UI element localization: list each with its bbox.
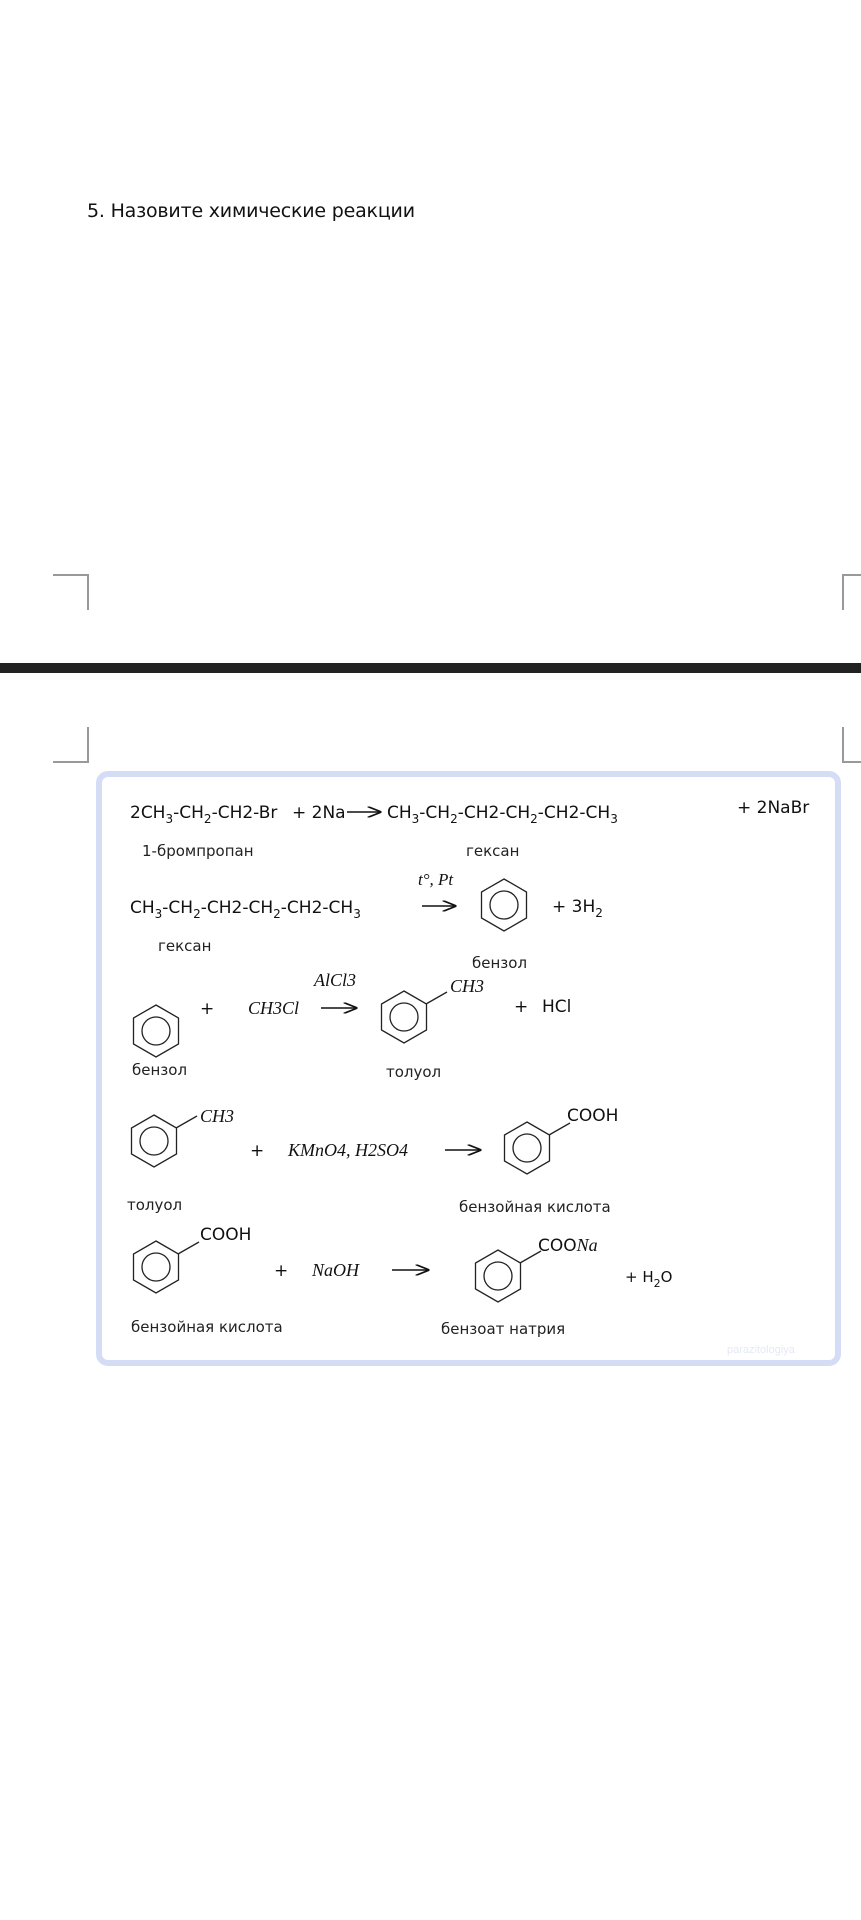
r2-hydrogen: + $3H_2$ xyxy=(552,897,603,920)
r5-reactant-group: COOH xyxy=(200,1225,252,1245)
r3-plus-hcl: + xyxy=(514,997,529,1017)
r1-plus-na: + 2Na xyxy=(292,803,346,823)
r4-plus: + xyxy=(250,1141,265,1161)
r3-substituent: CH3 xyxy=(450,976,485,996)
reactions-image-frame xyxy=(96,771,841,1366)
r4-product-label: бензойная кислота xyxy=(459,1198,611,1216)
r5-plus: + xyxy=(274,1261,289,1281)
r2-condition: t°, Pt xyxy=(418,870,454,889)
question-title: 5. Назовите химические реакции xyxy=(87,200,415,222)
r4-methyl-bond xyxy=(176,1116,197,1128)
reaction-5 xyxy=(131,1225,672,1338)
r5-water: + $H_2O$ xyxy=(625,1268,673,1290)
crop-mark-bottom-left xyxy=(53,727,89,763)
r5-benzoate-ring xyxy=(476,1250,521,1302)
crop-mark-bottom-right xyxy=(842,727,861,763)
r5-product-group: COONa xyxy=(538,1235,598,1256)
r3-toluene-ring xyxy=(382,991,427,1043)
r1-product: $CH_3-CH_2-CH2-CH_2-CH2-CH_3$ xyxy=(387,803,618,826)
r3-plus: + xyxy=(200,999,215,1019)
crop-mark-top-right xyxy=(842,574,861,610)
r3-reactant-label: бензол xyxy=(132,1061,188,1079)
r2-benzene-ring xyxy=(482,879,527,931)
r3-product-label: толуол xyxy=(386,1063,442,1081)
page-divider xyxy=(0,663,861,673)
r5-benzoic-ring xyxy=(134,1241,179,1293)
r4-reagent: KMnO4, H2SO4 xyxy=(288,1140,408,1160)
r1-reactant: $2CH_3-CH_2-CH2-Br$ xyxy=(130,803,278,826)
r1-product-label: гексан xyxy=(466,842,520,860)
reactions-scheme xyxy=(102,777,835,1360)
r3-methyl-bond xyxy=(426,992,447,1004)
r1-byproduct: + 2NaBr xyxy=(737,798,810,818)
r1-reactant-label: 1-бромпропан xyxy=(142,842,254,860)
r3-hcl: HCl xyxy=(542,997,572,1017)
reaction-4 xyxy=(127,1106,618,1216)
r5-reactant-label: бензойная кислота xyxy=(131,1318,283,1336)
r4-toluene-ring xyxy=(132,1115,177,1167)
r3-reagent: CH3Cl xyxy=(248,998,300,1018)
r5-product-label: бензоат натрия xyxy=(441,1320,566,1338)
r3-catalyst: AlCl3 xyxy=(314,970,357,990)
reaction-2 xyxy=(130,870,603,972)
r5-reagent: NaOH xyxy=(312,1260,360,1280)
watermark: parazitologiya xyxy=(727,1344,795,1356)
r4-product-group: COOH xyxy=(567,1106,619,1126)
r5-carboxyl-bond xyxy=(178,1242,199,1254)
r2-product-label: бензол xyxy=(472,954,528,972)
r3-benzene-ring xyxy=(134,1005,179,1057)
r2-reactant: $CH_3-CH_2-CH2-CH_2-CH2-CH_3$ xyxy=(130,898,361,921)
crop-mark-top-left xyxy=(53,574,89,610)
r4-substituent: CH3 xyxy=(200,1106,235,1126)
reaction-1 xyxy=(130,798,809,860)
r4-benzoic-ring xyxy=(505,1122,550,1174)
r2-reactant-label: гексан xyxy=(158,937,212,955)
r4-reactant-label: толуол xyxy=(127,1196,183,1214)
reaction-3 xyxy=(132,970,571,1081)
